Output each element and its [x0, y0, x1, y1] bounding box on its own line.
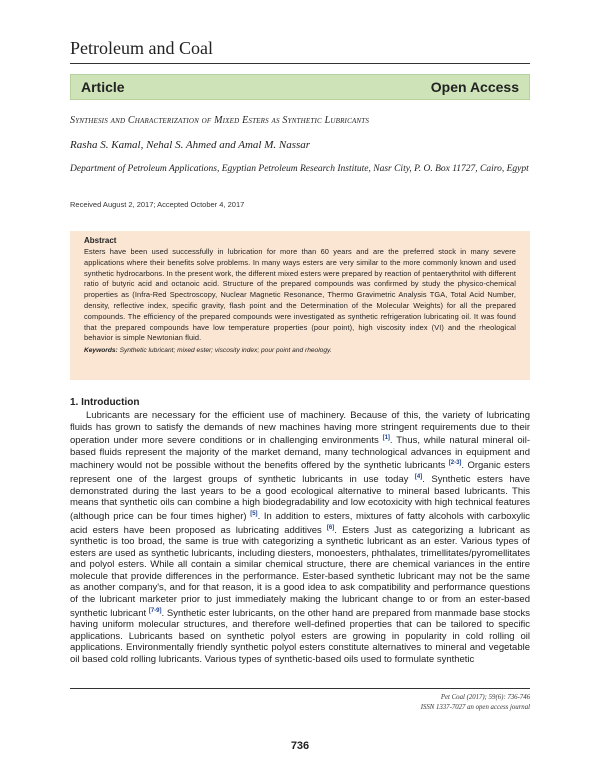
article-type-label: Article	[81, 79, 125, 95]
authors: Rasha S. Kamal, Nehal S. Ahmed and Amal M. Nassar	[70, 139, 311, 151]
keywords-label: Keywords:	[84, 347, 118, 355]
abstract-heading: Abstract	[84, 236, 117, 245]
affiliation: Department of Petroleum Applications, Egyptian Petroleum Research Institute, Nasr City, P. O. Box 11727, Cairo, Egypt	[70, 164, 529, 174]
intro-text: . Esters Just as categorizing a lubricant as synthetic is too broad, the same is true with categorizing a synthetic lubricant as an ester. Various types of esters are used as synthetic lubricants, including diesters, monoesters, phthalates, trimellitates/pyromellitates and polyol esters. While all contain a similar chemical structure, there are chemical variances in the entire molecule that provide differences in the performance. Ester-based synthetic lubricant may not be the same as another company's, and for that reason, it is a good idea to ask compatibility and performance questions of the lubricant marketer prior to just immediately making the lubricant change to or from an ester-based synthetic lubricant	[70, 524, 530, 619]
citation-link[interactable]: [6]	[326, 524, 335, 531]
abstract-box	[70, 231, 530, 380]
article-banner	[70, 74, 530, 100]
citation-link[interactable]: [7-9]	[148, 607, 162, 614]
intro-text: . Synthetic esters have demonstrated during the last years to be a good ecological alternative to mineral based lubricants. This means that synthetic oils can combine a high biodegradability and low ecotoxicity with high technical features (although price can be four times higher)	[70, 474, 530, 522]
journal-citation-footer	[421, 693, 530, 713]
footer-rule	[70, 688, 530, 689]
keywords-text: Synthetic lubricant; mixed ester; viscosity index; pour point and rheology.	[119, 347, 332, 355]
citation-link[interactable]: [2-3]	[448, 460, 462, 467]
intro-text: . Synthetic ester lubricants, on the other hand are prepared from manmade base stocks having uniform molecular structures, and therefore well-defined properties that can be tailored to specific applications. Lubricants based on synthetic polyol esters are growing in popularity in cold rolling oil applications. Environmentally friendly synthetic polyol esters constitute alternatives to mineral and vegetable oil based cold rolling lubricants. Various types of synthetic-based oils used to formulate synthetic	[70, 607, 530, 665]
intro-text: Lubricants are necessary for the efficient use of machinery. Because of this, the variety of lubricating fluids has grown to satisfy the demands of new machines having more stringent requirements due to their operation under more severe conditions or in challenging environments	[70, 410, 530, 447]
abstract-text: Esters have been used successfully in lubrication for more than 60 years and are the preferred stock in many severe applications where their benefits solve problems. In many ways esters are very similar to the more commonly known and used synthetic hydrocarbons. In the present work, the different mixed esters were prepared by reaction of pentaerythritol with different ratio of butyric acid and octanoic acid. Structure of the prepared compounds was confirmed by study the physico-chemical properties as (Infra-Red Spectroscopy, Nuclear Magnetic Resonance, Thermo Gravimetric Analysis TGA, Total Acid Number, density, reflective index, specific gravity, flash point and the Determination of the Molecular Weights) for all the prepared compounds. The efficiency of the prepared compounds were investigated as synthetic refrigeration lubricating oil. It was found that the prepared compounds have low temperature properties (pour point), high viscosity index (VI) and the rheological behavior is simple Newtonian fluid.	[84, 247, 516, 343]
citation-link[interactable]: [4]	[414, 474, 423, 481]
open-access-label: Open Access	[430, 79, 519, 95]
received-accepted-dates: Received August 2, 2017; Accepted October 4, 2017	[70, 200, 245, 209]
intro-text: . Thus, while natural mineral oil-based fluids represent the majority of the market demand, many technological advances in equipment and machinery would not be possible without the benefits offered by the synthetic lubricants	[70, 435, 530, 472]
intro-text: . In addition to esters, mixtures of fatty alcohols with carboxylic acid esters have been proposed as lubricating additives	[70, 511, 530, 536]
footer-citation: Pet Coal (2017); 59(6): 736-746	[440, 694, 530, 701]
article-title: Synthesis and Characterization of Mixed Esters as Synthetic Lubricants	[70, 115, 370, 126]
citation-link[interactable]: [1]	[382, 435, 390, 442]
section-heading-introduction: 1. Introduction	[70, 397, 140, 408]
footer-issn: ISSN 1337-7027 an open access journal	[420, 704, 530, 711]
introduction-paragraph	[70, 410, 530, 665]
citation-link[interactable]: [5]	[250, 510, 258, 517]
introduction-body	[70, 410, 530, 665]
header-rule	[70, 63, 530, 64]
page-number: 736	[290, 740, 310, 752]
journal-name: Petroleum and Coal	[70, 38, 213, 58]
intro-text: . Organic esters represent one of the largest groups of synthetic lubricants in use today	[70, 460, 530, 486]
keywords	[84, 347, 516, 354]
